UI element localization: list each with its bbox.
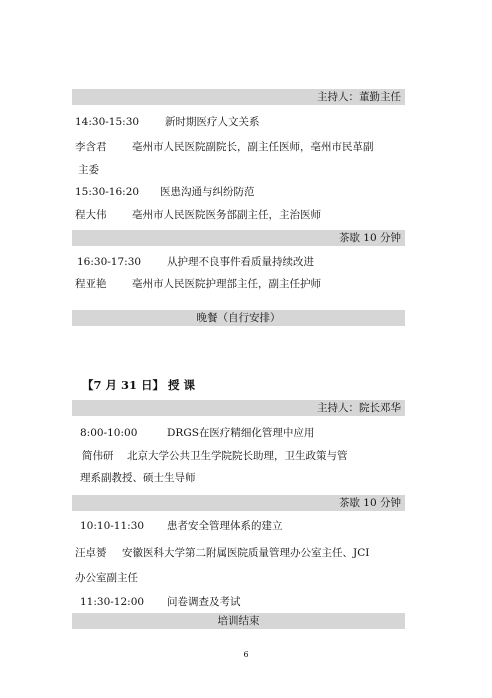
session-time: 15:30-16:20 — [75, 186, 140, 198]
speaker-description: 北京大学公共卫生学院院长助理，卫生政策与管 — [127, 450, 348, 462]
speaker-description-cont: 理系副教授、硕士生导师 — [80, 472, 196, 484]
page-number: 6 — [243, 650, 249, 659]
speaker-description-cont: 主委 — [78, 164, 99, 176]
host-bar — [72, 89, 405, 105]
speaker-description: 亳州市人民医院医务部副主任，主治医师 — [132, 209, 321, 221]
speaker-name: 程大伟 — [75, 209, 107, 221]
session-time: 16:30-17:30 — [77, 256, 142, 268]
host-label: 主持人：董勤主任 — [317, 91, 401, 103]
host-bar — [72, 400, 405, 416]
speaker-description-cont: 办公室副主任 — [75, 572, 138, 584]
session-time: 8:00-10:00 — [80, 427, 138, 439]
speaker-name: 李含君 — [75, 141, 107, 153]
host-label: 主持人：院长邓华 — [317, 402, 401, 414]
speaker-description: 亳州市人民医院副院长，副主任医师，亳州市民革副 — [132, 141, 374, 153]
speaker-description: 亳州市人民医院护理部主任，副主任护师 — [132, 278, 321, 290]
break-bar — [72, 230, 405, 246]
session-title: 新时期医疗人文关系 — [165, 116, 260, 128]
session-time: 11:30-12:00 — [80, 596, 145, 608]
end-bar — [72, 613, 405, 629]
speaker-description: 安徽医科大学第二附属医院质量管理办公室主任、JCI — [122, 547, 370, 559]
session-time: 14:30-15:30 — [75, 116, 140, 128]
break-label: 茶歇 10 分钟 — [338, 497, 401, 509]
dinner-bar — [72, 310, 405, 326]
session-title: DRGS在医疗精细化管理中应用 — [167, 427, 315, 439]
session-title: 医患沟通与纠纷防范 — [160, 186, 255, 198]
end-label: 培训结束 — [217, 615, 260, 627]
dinner-label: 晚餐（自行安排） — [196, 312, 281, 324]
speaker-name: 程亚艳 — [75, 278, 107, 290]
session-title: 从护理不良事件看质量持续改进 — [167, 256, 314, 268]
session-title: 患者安全管理体系的建立 — [167, 520, 283, 532]
speaker-name: 简伟研 — [82, 450, 114, 462]
speaker-name: 汪卓赟 — [75, 547, 107, 559]
session-title: 问卷调查及考试 — [167, 596, 241, 608]
break-bar — [72, 495, 405, 511]
session-time: 10:10-11:30 — [80, 520, 145, 532]
day-heading: 【7 月 31 日】 授 课 — [82, 378, 196, 392]
break-label: 茶歇 10 分钟 — [338, 232, 401, 244]
